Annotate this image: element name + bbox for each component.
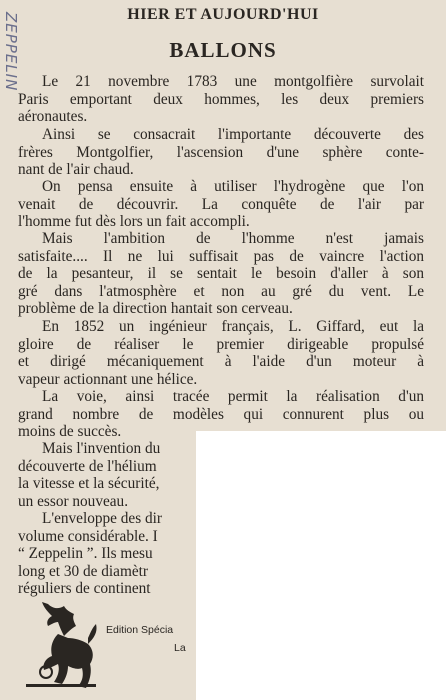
text-line: frères Montgolfier, l'ascension d'une sphère conte- — [18, 143, 424, 161]
text-line: L'enveloppe des dir — [42, 510, 162, 527]
text-line: Le 21 novembre 1783 une montgolfière survolait — [42, 73, 424, 90]
torn-blank-area — [196, 431, 446, 700]
text-line: nant de l'air chaud. — [18, 161, 134, 179]
paragraph-1 — [18, 73, 424, 126]
text-line: aéronautes. — [18, 108, 88, 126]
text-line: grand nombre de modèles qui connurent plus ou — [18, 405, 424, 423]
text-line: Mais l'ambition de l'homme n'est jamais — [42, 230, 424, 247]
text-line: de la pesanteur, il se sentait le besoin d'aller à son — [18, 265, 424, 283]
text-line: satisfaite.... Il ne lui suffisait pas de vaincre l'action — [18, 247, 424, 265]
paragraph-2 — [18, 126, 424, 179]
text-line: Ainsi se consacrait l'importante découverte des — [42, 126, 424, 143]
text-line: la vitesse et la sécurité, — [18, 475, 160, 493]
supertitle: HIER ET AUJOURD'HUI — [127, 6, 319, 23]
text-line: long et 30 de diamètr — [18, 562, 148, 580]
text-line: découverte de l'hélium — [18, 457, 157, 475]
text-line: En 1852 un ingénieur français, L. Giffard, eut la — [42, 318, 424, 335]
text-line: “ Zeppelin ”. Ils mesu — [18, 545, 153, 563]
text-line: l'homme fut dès lors un fait accompli. — [18, 213, 250, 231]
text-line: On pensa ensuite à utiliser l'hydrogène que l'on — [42, 178, 424, 195]
text-line: moins de succès. — [18, 423, 122, 441]
text-line: gré dans l'atmosphère et non au gré du vent. Le — [18, 282, 424, 300]
text-line: réguliers de continent — [18, 580, 151, 598]
paragraph-7 — [18, 440, 196, 510]
paragraph-8 — [18, 510, 196, 598]
text-line: problème de la direction hantait son cerveau. — [18, 300, 293, 318]
text-line: un essor nouveau. — [18, 492, 129, 510]
paragraph-4 — [18, 230, 424, 318]
edition-note: Edition Spécia — [106, 624, 174, 636]
paragraph-5 — [18, 318, 424, 388]
text-line: La voie, ainsi tracée permit la réalisation d'un — [42, 388, 424, 405]
text-line: volume considérable. I — [18, 527, 158, 545]
edition-note-2: La — [174, 642, 186, 654]
zeppelin-stamp: ZEPPELIN — [2, 12, 20, 92]
paragraph-3 — [18, 178, 424, 231]
page-title: BALLONS — [169, 38, 277, 62]
text-line: gloire de réaliser le premier dirigeable propulsé — [18, 335, 424, 353]
text-line: Mais l'invention du — [42, 440, 161, 457]
text-line: Paris emportant deux hommes, les deux premiers — [18, 90, 424, 108]
text-line: vapeur actionnant une hélice. — [18, 370, 198, 388]
text-line: venait de découvrir. La conquête de l'air par — [18, 195, 424, 213]
text-line: et dirigé mécaniquement à l'aide d'un moteur à — [18, 353, 424, 371]
lion-logo-icon — [22, 598, 100, 690]
